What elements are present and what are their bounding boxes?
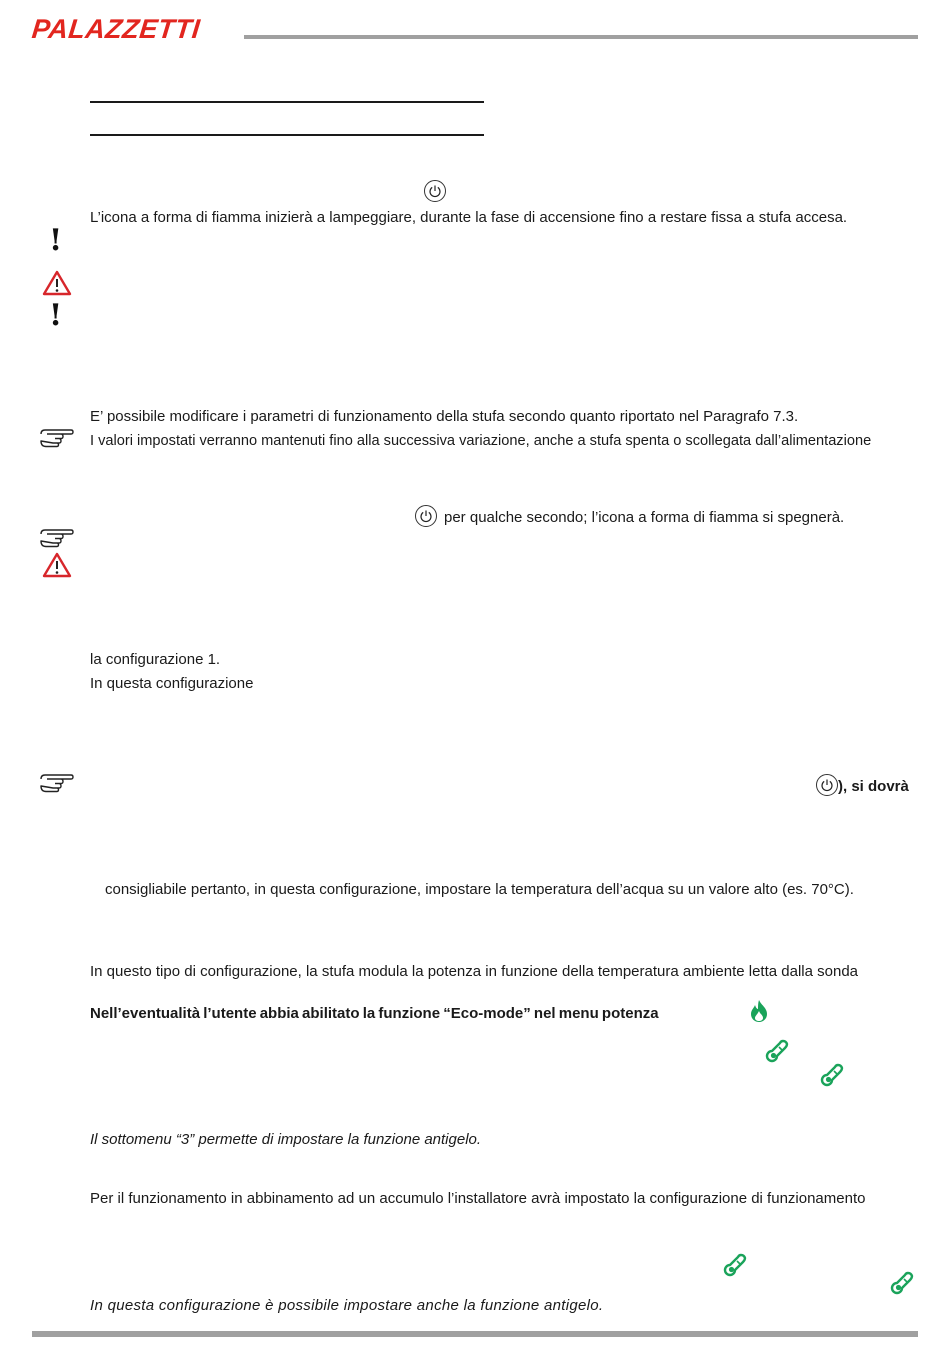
values-kept-text: I valori impostati verranno mantenuti fino alla successiva variazione, anche a stufa spenta o scollegata dall’alimentazione bbox=[90, 433, 872, 449]
antigelo-text: In questa configurazione è possibile impostare anche la funzione antigelo. bbox=[90, 1297, 604, 1314]
consigliabile-text: consigliabile pertanto, in questa configurazione, impostare la temperatura dell’acqua su un valore alto (es. 70°C). bbox=[105, 881, 854, 898]
power-button-icon bbox=[415, 505, 437, 527]
warning-triangle-icon bbox=[42, 552, 72, 578]
thermometer-icon bbox=[723, 1252, 749, 1278]
in-config-text: In questa configurazione bbox=[90, 675, 254, 692]
heading-rule-1 bbox=[90, 101, 484, 103]
modify-params-text: E’ possibile modificare i parametri di funzionamento della stufa secondo quanto riportato nel Paragrafo 7.3. bbox=[90, 408, 799, 425]
thermometer-icon bbox=[820, 1062, 846, 1088]
brand-logo: PALAZZETTI bbox=[30, 14, 202, 44]
power-button-icon bbox=[816, 774, 838, 796]
flame-icon bbox=[749, 999, 769, 1023]
config-1-text: la configurazione 1. bbox=[90, 651, 221, 668]
exclamation-icon: ! bbox=[49, 223, 63, 258]
thermometer-icon bbox=[890, 1270, 916, 1296]
accumulo-text: Per il funzionamento in abbinamento ad un accumulo l’installatore avrà impostato la configurazione di funzionamento bbox=[90, 1190, 866, 1207]
pointing-hand-icon bbox=[39, 773, 75, 793]
sottomenu-text: Il sottomenu “3” permette di impostare la funzione antigelo. bbox=[90, 1131, 482, 1148]
footer-rule bbox=[32, 1331, 918, 1337]
thermometer-icon bbox=[765, 1038, 791, 1064]
few-seconds-text: per qualche secondo; l’icona a forma di fiamma si spegnerà. bbox=[444, 509, 845, 526]
heading-rule-2 bbox=[90, 134, 484, 136]
si-dovra-text: ), si dovrà bbox=[838, 778, 909, 795]
modula-text: In questo tipo di configurazione, la stufa modula la potenza in funzione della temperatura ambiente letta dalla sonda bbox=[90, 963, 859, 980]
header-rule bbox=[244, 35, 918, 39]
flame-icon-text: L’icona a forma di fiamma inizierà a lampeggiare, durante la fase di accensione fino a restare fissa a stufa accesa. bbox=[90, 209, 848, 226]
power-button-icon bbox=[424, 180, 446, 202]
eco-mode-text: Nell’eventualità l’utente abbia abilitato la funzione “Eco-mode” nel menu potenza bbox=[90, 1005, 659, 1022]
pointing-hand-icon bbox=[39, 428, 75, 448]
exclamation-icon: ! bbox=[49, 298, 63, 333]
pointing-hand-icon bbox=[39, 528, 75, 548]
warning-triangle-icon bbox=[42, 270, 72, 296]
